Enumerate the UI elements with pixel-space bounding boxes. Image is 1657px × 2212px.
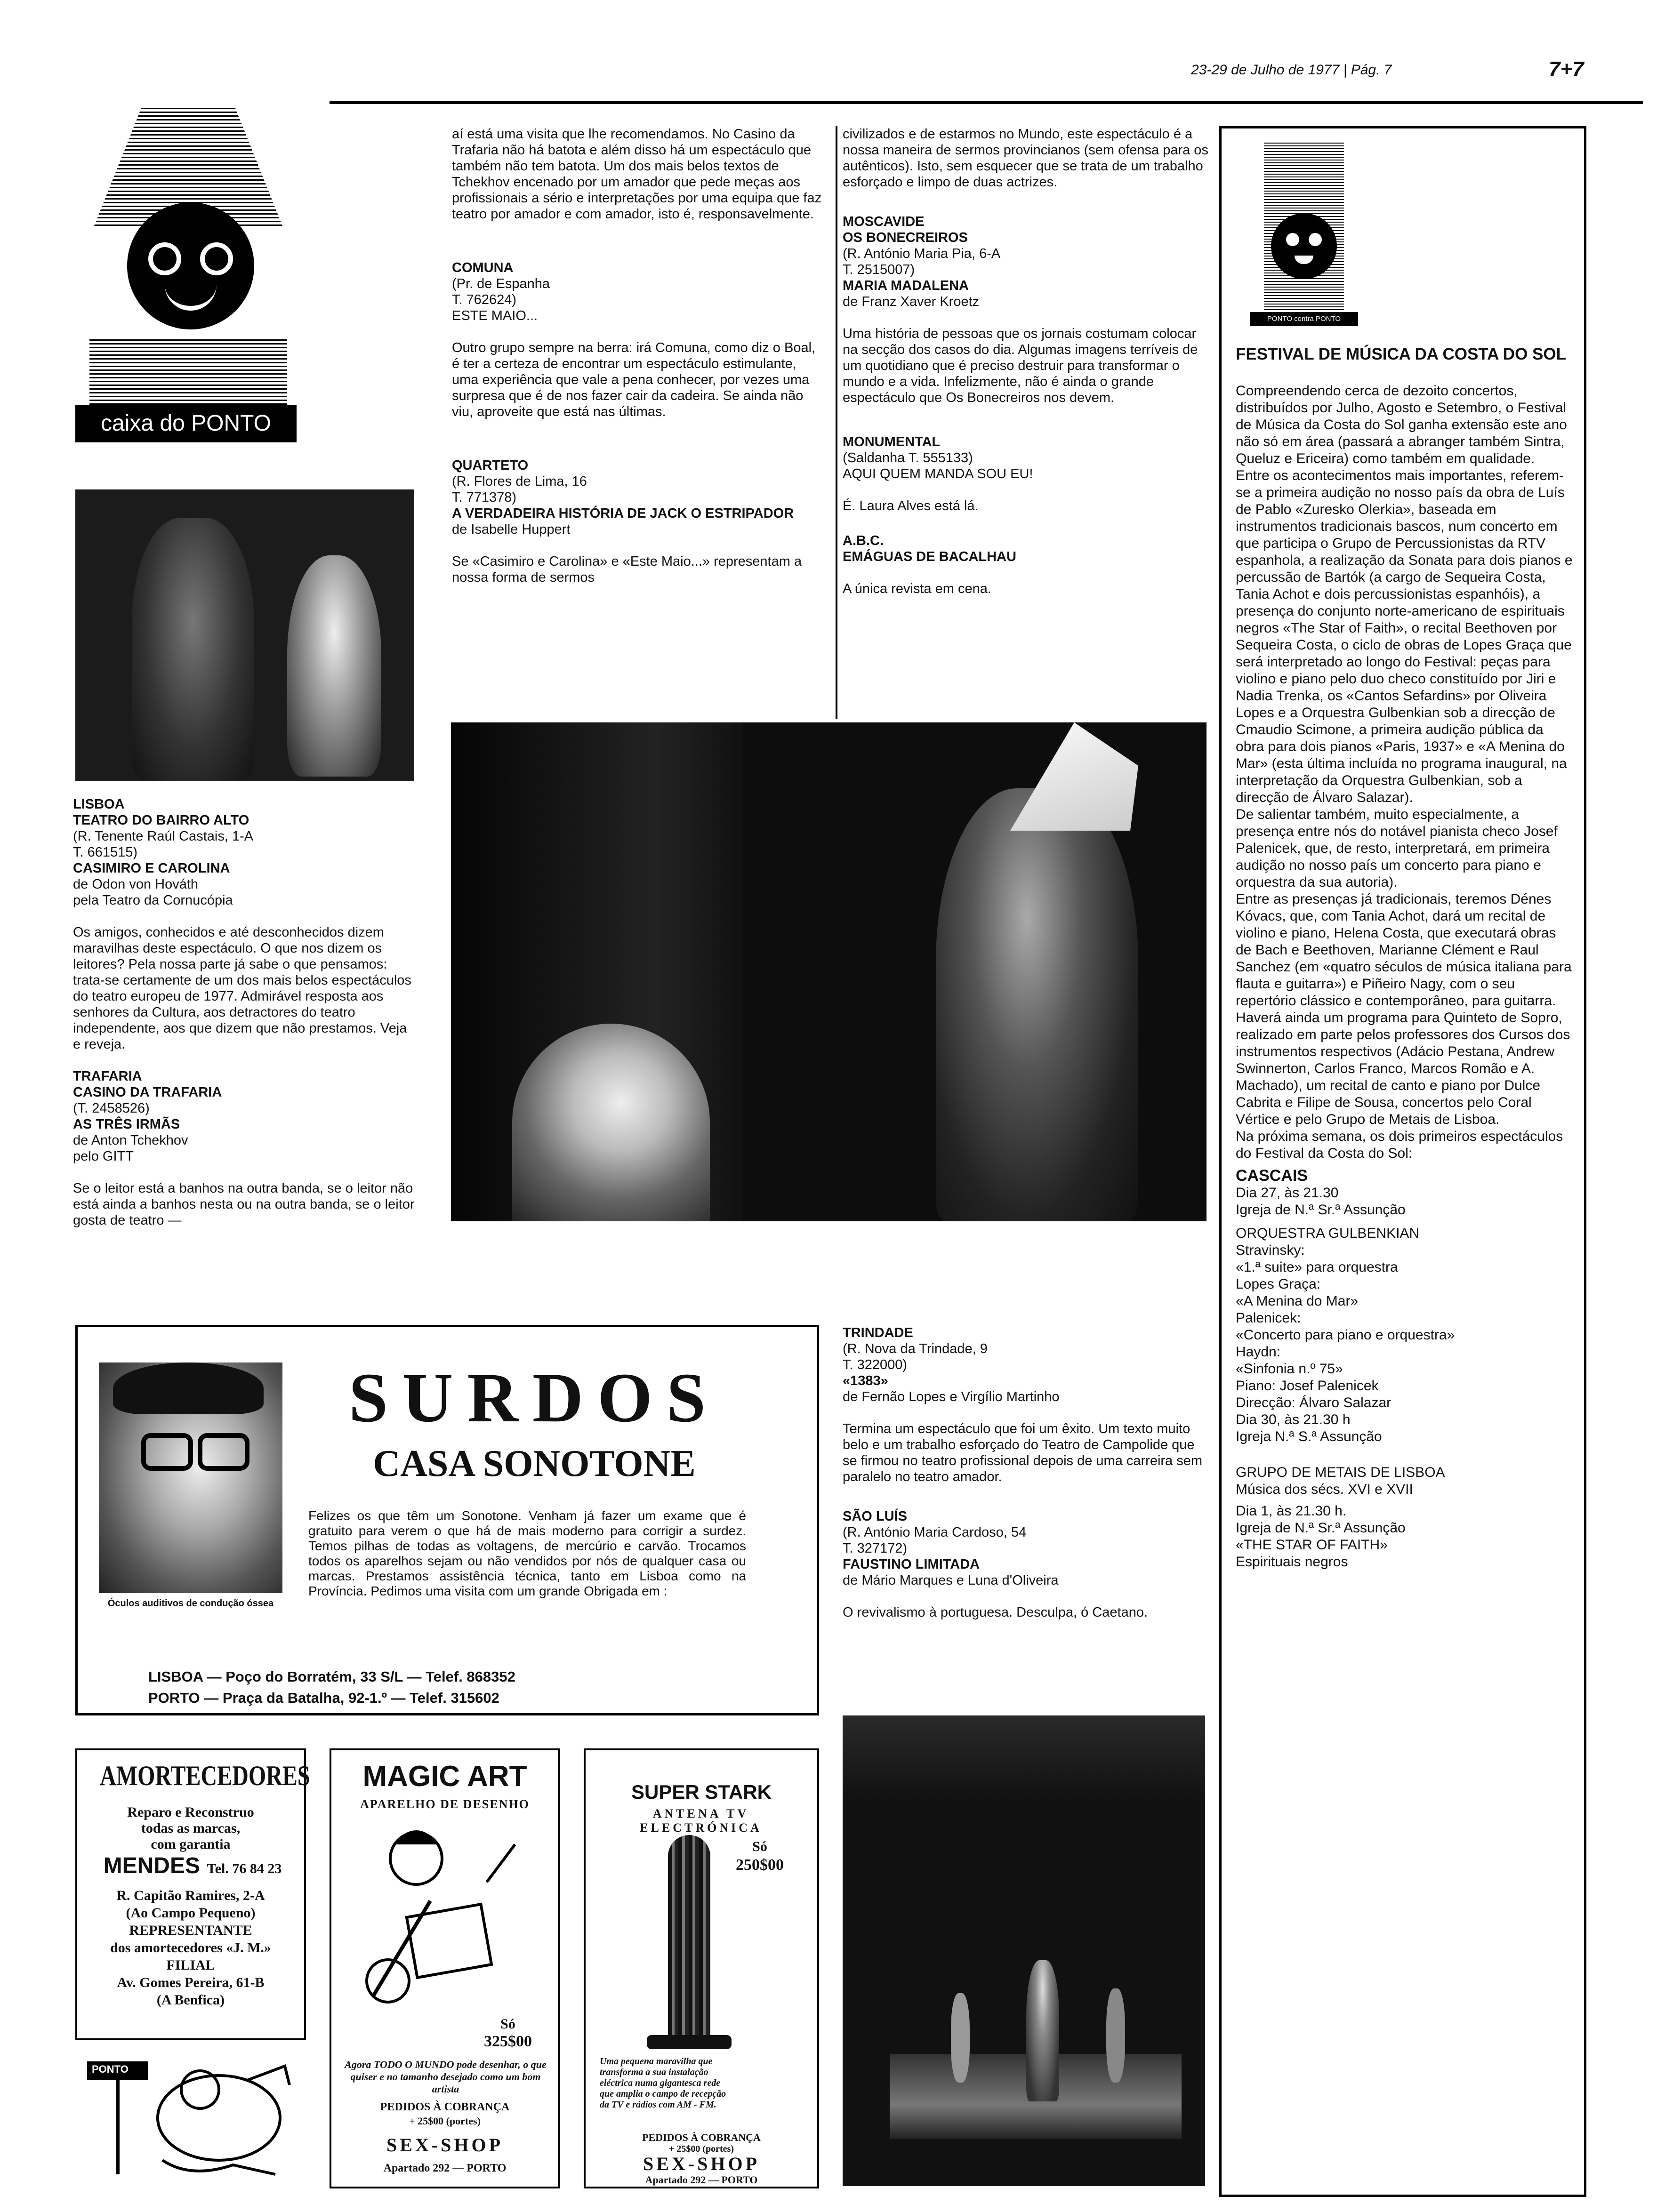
address-lisboa: LISBOA — Poço do Borratém, 33 S/L — Telef. 868352 <box>148 1668 515 1685</box>
venue-name: COMUNA <box>452 260 514 275</box>
program-line: «Sinfonia n.º 75» <box>1236 1361 1343 1377</box>
price-label: Só <box>500 2016 515 2032</box>
order-line: PEDIDOS À COBRANÇA <box>642 2132 761 2143</box>
play-author: de Anton Tchekhov <box>73 1133 188 1148</box>
ad-super-stark <box>584 1748 819 2188</box>
venue-name: CASCAIS <box>1236 1167 1308 1185</box>
program-line: Stravinsky: <box>1236 1242 1305 1258</box>
review-text: O revivalismo à portuguesa. Desculpa, ó Caetano. <box>843 1605 1148 1620</box>
review-text: Outro grupo sempre na berra: irá Comuna, como diz o Boal, é ter a certeza de encontrar um espectáculo estimulante, uma experiência que vale a pena conhecer, por vezes uma surpresa que é de nos fazer cair da cadeira. Se ainda não viu, aproveite que está nas últimas. <box>452 340 816 419</box>
ad-line: (A Benfica) <box>156 1992 225 2008</box>
order-line: PEDIDOS À COBRANÇA <box>380 2101 510 2113</box>
venue-name: SÃO LUÍS <box>843 1509 907 1524</box>
play-author: de Franz Xaver Kroetz <box>843 294 980 309</box>
play-author: de Odon von Hováth <box>73 877 199 892</box>
program-line: Igreja de N.ª Sr.ª Assunção <box>1236 1520 1406 1536</box>
play-title: FAUSTINO LIMITADA <box>843 1557 980 1572</box>
caixa-label: caixa do PONTO <box>75 405 297 442</box>
ad-magic-art <box>330 1748 560 2188</box>
address-line: (Pr. de Espanha <box>452 276 550 291</box>
price-label: Só <box>752 1839 767 1854</box>
phone-line: T. 2515007) <box>843 262 915 277</box>
festival-paragraph: Na próxima semana, os dois primeiros espectáculos do Festival da Costa do Sol: <box>1236 1129 1563 1161</box>
col3-bottom <box>843 1325 1210 1636</box>
ad-illustration <box>346 1816 543 2014</box>
program-line: Palenicek: <box>1236 1310 1301 1326</box>
face-icon <box>1271 213 1337 279</box>
phone-line: (Saldanha T. 555133) <box>843 450 973 465</box>
program-line: Direcção: Álvaro Salazar <box>1236 1395 1392 1411</box>
ad-brand: MENDES <box>103 1853 200 1878</box>
ad-title: SURDOS <box>348 1359 720 1437</box>
schedule-line: Dia 27, às 21.30 <box>1236 1185 1339 1201</box>
section-heading: LISBOA <box>73 797 125 812</box>
ad-photo-man <box>99 1362 282 1593</box>
col1 <box>73 796 417 1244</box>
shop-address: Apartado 292 — PORTO <box>645 2174 758 2186</box>
ad-line: (Ao Campo Pequeno) <box>126 1905 256 1921</box>
ad-amortecedores <box>75 1748 310 2040</box>
program-line: Dia 30, às 21.30 h <box>1236 1412 1351 1427</box>
cartoon-tag: PONTO <box>92 2063 129 2075</box>
ad-title: AMORTECEDORES <box>100 1760 310 1791</box>
photo-faustino <box>843 1715 1205 2186</box>
address-line: (R. Flores de Lima, 16 <box>452 474 587 489</box>
ad-subtitle: ANTENA TV ELECTRÓNICA <box>640 1807 762 1835</box>
program-line: «THE STAR OF FAITH» <box>1236 1537 1388 1553</box>
program-line: Música dos sécs. XVI e XVII <box>1236 1482 1413 1497</box>
program-line: «Concerto para piano e orquestra» <box>1236 1327 1455 1343</box>
col2 <box>452 126 824 601</box>
festival-paragraph: Entre os acontecimentos mais importantes, referem-se a primeira audição no nosso país da obra de Luís de Pablo «Zuresko Olerkia», baseada em instrumentos tradicionais bascos, num concerto em que participa o Grupo de Percussionistas da RTV espanhola, a realização da Sonata para dois pianos e percussão de Bartók (a cargo de Sequeira Costa, Tania Achot e dois percussionistas espanhóis), a presença do conjunto norte-americano de espirituais negros «The Star of Faith», o recital Beethoven por Sequeira Costa, o ciclo de obras de Lopes Graça que será interpretado ao longo do Festival: peças para violino e piano pelo duo checo constituído por Jiri e Nadia Trenka, os «Cantos Sefardins» por Oliveira Lopes e a Orquestra Gulbenkian sob a direcção de Cmaudio Scimone, a primeira audição pública da obra para dois pianos «Paris, 1937» e «A Menina do Mar» (esta última incluída no programa inaugural, na interpretação da Orquestra Gulbenkian, sob a direcção de Álvaro Salazar). <box>1236 468 1573 805</box>
antenna-icon <box>668 1835 710 2037</box>
ad-body: Uma pequena maravilha que transforma a sua instalação eléctrica numa gigantesca rede que amplia o campo de recepção da TV e rádios com AM - FM. <box>600 2056 726 2110</box>
venue-name: CASINO DA TRAFARIA <box>73 1085 222 1100</box>
ad-line: com garantia <box>151 1836 231 1852</box>
orchestra-name: ORQUESTRA GULBENKIAN <box>1236 1226 1420 1241</box>
ad-line: todas as marcas, <box>141 1820 241 1836</box>
review-text: É. Laura Alves está lá. <box>843 498 979 513</box>
play-author: de Isabelle Huppert <box>452 522 571 537</box>
photo-caption: Óculos auditivos de condução óssea <box>107 1598 274 1609</box>
section-heading: MOSCAVIDE <box>843 214 925 229</box>
shop-address: Apartado 292 — PORTO <box>383 2162 507 2174</box>
address-line: (R. António Maria Cardoso, 54 <box>843 1525 1027 1540</box>
phone-line: T. 762624) <box>452 292 517 307</box>
venue-name: OS BONECREIROS <box>843 230 968 245</box>
schedule-line: Igreja de N.ª Sr.ª Assunção <box>1236 1202 1406 1218</box>
festival-paragraph: De salientar também, muito especialmente, a presença entre nós do notável pianista checo Josef Palenicek, que, de resto, interpretará, em primeira audição no nosso país um concerto para piano e orquestra da sua autoria). <box>1236 807 1558 890</box>
program-line: Dia 1, às 21.30 h. <box>1236 1503 1347 1519</box>
play-company: pela Teatro da Cornucópia <box>73 893 233 908</box>
shop-name: SEX-SHOP <box>643 2153 760 2174</box>
photo-jack <box>451 722 1207 1221</box>
ad-phone: Tel. 76 84 23 <box>207 1861 282 1876</box>
phone-line: T. 327172) <box>843 1541 908 1556</box>
review-text: A única revista em cena. <box>843 581 991 596</box>
review-text: Se «Casimiro e Carolina» e «Este Maio...» representam a nossa forma de sermos <box>452 554 802 585</box>
phone-line: (T. 2458526) <box>73 1101 150 1116</box>
play-title: «1383» <box>843 1373 888 1388</box>
ad-subtitle: CASA SONOTONE <box>373 1443 696 1484</box>
ad-body: Felizes os que têm um Sonotone. Venham já fazer um exame que é gratuito para verem o que há de mais moderno para corrigir a surdez. Temos pilhas de todas as voltagens, de mercúrio e carvão. Trocamos todos os aparelhos sejam ou não vendidos por nós de qualquer casa ou marcas. Prestamos assistência técnica, tanto em Lisboa como na Província. Pedimos uma visita com um grande Obrigada em : <box>308 1508 746 1598</box>
cartoon-ponto <box>78 2052 304 2184</box>
review-text: Se o leitor está a banhos na outra banda, se o leitor não está ainda a banhos nesta ou na outra banda, se o leitor gosta de teatro — <box>73 1181 415 1228</box>
halftone-bottom <box>89 339 287 405</box>
review-text: Uma história de pessoas que os jornais costumam colocar na secção dos casos do dia. Algumas imagens terríveis de um quotidiano que é preciso destruir para transformar o mundo e a vida. Infelizmente, não é ainda o grande espectáculo que Os Bonecreiros nos devem. <box>843 326 1198 405</box>
play-title: ESTE MAIO... <box>452 308 538 323</box>
play-author: de Fernão Lopes e Virgílio Martinho <box>843 1389 1060 1404</box>
venue-name: A.B.C. <box>843 533 884 548</box>
program-line: «A Menina do Mar» <box>1236 1293 1359 1309</box>
ad-line: REPRESENTANTE <box>129 1923 252 1938</box>
venue-name: MONUMENTAL <box>843 434 941 449</box>
ad-title: SUPER STARK <box>631 1781 772 1803</box>
phone-line: T. 771378) <box>452 490 517 505</box>
shop-name: SEX-SHOP <box>386 2134 504 2156</box>
festival-paragraph: Entre as presenças já tradicionais, teremos Dénes Kóvacs, que, com Tania Achot, dará um recital de violino e piano, Helena Costa, que executará obras de Bach e Beethoven, Marianne Clément e Raul Sanchez (em «quatro séculos de música italiana para flauta e guitarra») e Piñeiro Nagy, com o seu repertório clássico e contemporâneo, para guitarra. <box>1236 891 1572 1009</box>
festival-text <box>1236 345 1575 1571</box>
ad-title: MAGIC ART <box>362 1760 527 1793</box>
venue-name: QUARTETO <box>452 458 529 473</box>
festival-title: FESTIVAL DE MÚSICA DA COSTA DO SOL <box>1236 345 1566 363</box>
program-line: Piano: Josef Palenicek <box>1236 1378 1379 1394</box>
caixa-logo <box>75 108 301 447</box>
address-line: (R. Nova da Trindade, 9 <box>843 1341 988 1356</box>
play-title: EMÁGUAS DE BACALHAU <box>843 549 1016 564</box>
ad-line: R. Capitão Ramires, 2-A <box>116 1888 265 1903</box>
play-title: AS TRÊS IRMÃS <box>73 1117 180 1132</box>
postage-line: + 25$00 (portes) <box>409 2115 481 2127</box>
program-line: Espirituais negros <box>1236 1554 1348 1570</box>
ad-line: Av. Gomes Pereira, 61-B <box>117 1975 265 1990</box>
ad-line: dos amortecedores «J. M.» <box>110 1940 271 1956</box>
phone-line: T. 322000) <box>843 1357 908 1372</box>
face-icon <box>127 202 254 329</box>
ponto-contra-ponto-badge <box>1250 143 1358 326</box>
review-text: aí está uma visita que lhe recomendamos. No Casino da Trafaria não há batota e além disso há um espectáculo que também não tem batota. Um dos mais belos textos de Tchekhov encenado por um amador que pede meças aos profissionais a sério e interpretações por uma equipa que faz teatro por amador e com amador, isto é, responsavelmente. <box>452 127 822 222</box>
antenna-base-icon <box>647 2035 732 2049</box>
col3-top <box>843 126 1210 613</box>
ad-sonotone <box>75 1325 819 1715</box>
ad-line: Reparo e Reconstruo <box>127 1804 254 1820</box>
address-line: (R. António Maria Pia, 6-A <box>843 246 1001 261</box>
festival-box <box>1219 126 1586 2197</box>
postage-line: + 25$00 (portes) <box>668 2144 734 2154</box>
photo-casimiro <box>75 489 414 781</box>
play-company: pelo GITT <box>73 1149 134 1164</box>
ad-subtitle: APARELHO DE DESENHO <box>360 1797 530 1811</box>
venue-name: TRINDADE <box>843 1325 913 1340</box>
price: 325$00 <box>484 2033 532 2050</box>
review-text: Os amigos, conhecidos e até desconhecidos dizem maravilhas deste espectáculo. O que nos dizem os leitores? Pela nossa parte já sabe o que pensamos: trata-se certamente de um dos mais belos espectáculos do teatro europeu de 1977. Admirável resposta aos senhores da Cultura, aos detractores do teatro independente, aos que dizem que não prestamos. Veja e reveja. <box>73 925 411 1052</box>
badge-label: PONTO contra PONTO <box>1250 312 1358 326</box>
program-line: Haydn: <box>1236 1344 1281 1360</box>
festival-paragraph: Compreendendo cerca de dezoito concertos, distribuídos por Julho, Agosto e Setembro, o Festival de Música da Costa do Sol ganha extensão este ano não só em área (passará a abranger também Sintra, Queluz e Ericeira) como também em qualidade. <box>1236 383 1567 466</box>
play-title: A VERDADEIRA HISTÓRIA DE JACK O ESTRIPADOR <box>452 506 794 521</box>
play-title: MARIA MADALENA <box>843 278 969 293</box>
review-text: Termina um espectáculo que foi um êxito. Um texto muito belo e um trabalho esforçado do Teatro de Campolide que se firmou no teatro profissional depois de uma carreira sem paralelo no teatro amador. <box>843 1421 1203 1484</box>
dateline: 23-29 de Julho de 1977 | Pág. 7 <box>1191 62 1392 78</box>
program-line: Lopes Graça: <box>1236 1276 1321 1292</box>
group-name: GRUPO DE METAIS DE LISBOA <box>1236 1465 1445 1480</box>
column-rule <box>836 126 837 719</box>
section-heading: TRAFARIA <box>73 1069 142 1084</box>
phone-line: T. 661515) <box>73 845 138 860</box>
address-porto: PORTO — Praça da Batalha, 92-1.º — Telef. 315602 <box>148 1690 499 1706</box>
venue-name: TEATRO DO BAIRRO ALTO <box>73 813 249 828</box>
play-author: de Mário Marques e Luna d'Oliveira <box>843 1573 1059 1588</box>
ad-body: Agora TODO O MUNDO pode desenhar, o que quiser e no tamanho desejado como um bom artista <box>345 2059 547 2095</box>
header-rule <box>330 101 1643 104</box>
play-title: AQUI QUEM MANDA SOU EU! <box>843 466 1033 481</box>
program-line: «1.ª suite» para orquestra <box>1236 1259 1398 1275</box>
play-title: CASIMIRO E CAROLINA <box>73 861 230 876</box>
ad-line: FILIAL <box>166 1957 215 1973</box>
page-logo: 7+7 <box>1549 57 1584 80</box>
review-text: civilizados e de estarmos no Mundo, este espectáculo é a nossa maneira de sermos provincianos (sem ofensa para os autênticos). Isto, sem esquecer que se trata de um trabalho esforçado e limpo de duas actrizes. <box>843 127 1208 190</box>
price: 250$00 <box>736 1856 784 1874</box>
festival-paragraph: Haverá ainda um programa para Quinteto de Sopro, realizado em parte pelos professores dos Cursos dos instrumentos respectivos (Adácio Pestana, Andrew Swinnerton, Carlos Franco, Marcos Romão e A. Machado), um recital de canto e piano por Dulce Cabrita e Filipe de Sousa, concertos pelo Coral Vértice e pelo Grupo de Metais de Lisboa. <box>1236 1010 1570 1127</box>
program-line: Igreja N.ª S.ª Assunção <box>1236 1429 1382 1444</box>
address-line: (R. Tenente Raúl Castais, 1-A <box>73 829 254 844</box>
